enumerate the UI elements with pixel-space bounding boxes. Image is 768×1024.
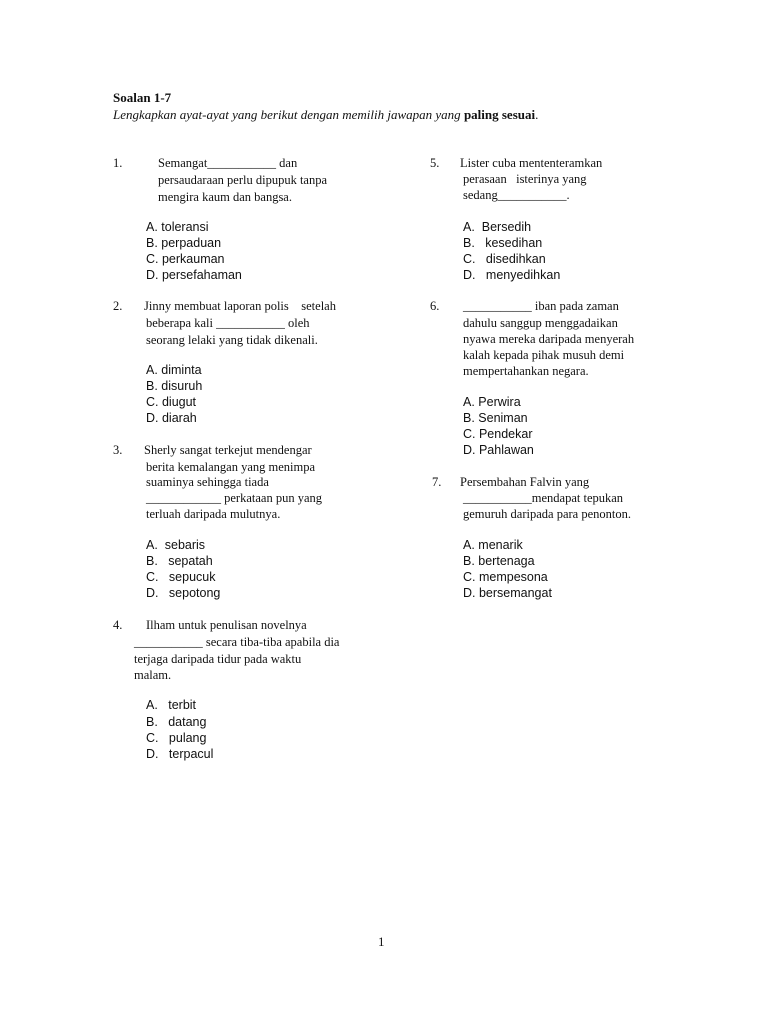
- question-stem-line: nyawa mereka daripada menyerah: [463, 332, 635, 346]
- question-stem-line: malam.: [134, 668, 172, 682]
- question-stem-line: berita kemalangan yang menimpa: [146, 460, 316, 474]
- question-stem-line: terjaga daripada tidur pada waktu: [134, 652, 302, 666]
- question-stem-line: persaudaraan perlu dipupuk tanpa: [158, 173, 328, 187]
- answer-option: D. sepotong: [146, 586, 221, 600]
- question-stem-line: Lister cuba mententeramkan: [460, 156, 603, 170]
- question-number: 2.: [113, 299, 123, 313]
- answer-option: B. datang: [146, 715, 207, 729]
- question-number: 6.: [430, 299, 440, 313]
- question-number: 5.: [430, 156, 440, 170]
- question-stem-line: Jinny membuat laporan polis setelah: [144, 299, 336, 313]
- instruction-emphasis: paling sesuai: [463, 107, 536, 122]
- question-stem-line: seorang lelaki yang tidak dikenali.: [146, 333, 318, 347]
- answer-option: C. disedihkan: [463, 252, 546, 266]
- answer-option: B. kesedihan: [463, 236, 543, 250]
- answer-option: B. bertenaga: [463, 554, 535, 568]
- question-number: 3.: [113, 443, 123, 457]
- answer-option: C. Pendekar: [463, 427, 533, 441]
- answer-option: B. disuruh: [146, 379, 203, 393]
- question-number: 4.: [113, 618, 123, 632]
- page-number: 1: [378, 934, 385, 949]
- answer-option: B. Seniman: [463, 411, 528, 425]
- question-stem-line: perasaan isterinya yang: [463, 172, 587, 186]
- answer-option: D. menyedihkan: [463, 268, 561, 282]
- question-stem-line: kalah kepada pihak musuh demi: [463, 348, 625, 362]
- question-stem-line: dahulu sanggup menggadaikan: [463, 316, 618, 330]
- answer-option: A. Bersedih: [463, 220, 532, 234]
- instruction-text: [113, 107, 538, 123]
- question-stem-line: beberapa kali ___________ oleh: [146, 316, 310, 330]
- answer-option: D. Pahlawan: [463, 443, 534, 457]
- answer-option: B. sepatah: [146, 554, 213, 568]
- question-stem-line: ___________mendapat tepukan: [463, 491, 624, 505]
- question-stem-line: suaminya sehingga tiada: [146, 475, 269, 489]
- answer-option: A. terbit: [146, 698, 197, 712]
- answer-option: A. diminta: [146, 363, 202, 377]
- answer-option: A. Perwira: [463, 395, 521, 409]
- question-stem-line: terluah daripada mulutnya.: [146, 507, 281, 521]
- question-stem-line: ____________ perkataan pun yang: [146, 491, 323, 505]
- question-stem-line: sedang___________.: [463, 188, 570, 202]
- answer-option: D. bersemangat: [463, 586, 552, 600]
- instruction-suffix: .: [535, 107, 539, 122]
- question-stem-line: mempertahankan negara.: [463, 364, 589, 378]
- instruction-prefix: Lengkapkan ayat-ayat yang berikut dengan memilih jawapan yang: [113, 107, 464, 122]
- answer-option: A. sebaris: [146, 538, 206, 552]
- question-number: 1.: [113, 156, 123, 170]
- answer-option: C. mempesona: [463, 570, 548, 584]
- answer-option: B. perpaduan: [146, 236, 222, 250]
- question-stem-line: ___________ secara tiba-tiba apabila dia: [134, 635, 340, 649]
- answer-option: C. pulang: [146, 731, 207, 745]
- question-number: 7.: [432, 475, 442, 489]
- question-stem-line: gemuruh daripada para penonton.: [463, 507, 631, 521]
- answer-option: A. menarik: [463, 538, 523, 552]
- question-stem-line: Ilham untuk penulisan novelnya: [146, 618, 307, 632]
- answer-option: C. sepucuk: [146, 570, 216, 584]
- question-stem-line: Semangat___________ dan: [158, 156, 298, 170]
- answer-option: D. diarah: [146, 411, 197, 425]
- question-stem-line: Sherly sangat terkejut mendengar: [144, 443, 312, 457]
- answer-option: D. terpacul: [146, 747, 214, 761]
- section-title: Soalan 1-7: [113, 90, 172, 105]
- answer-option: C. diugut: [146, 395, 197, 409]
- question-stem-line: mengira kaum dan bangsa.: [158, 190, 292, 204]
- question-stem-line: Persembahan Falvin yang: [460, 475, 590, 489]
- question-stem-line: ___________ iban pada zaman: [463, 299, 619, 313]
- answer-option: A. toleransi: [146, 220, 209, 234]
- answer-option: C. perkauman: [146, 252, 225, 266]
- answer-option: D. persefahaman: [146, 268, 242, 282]
